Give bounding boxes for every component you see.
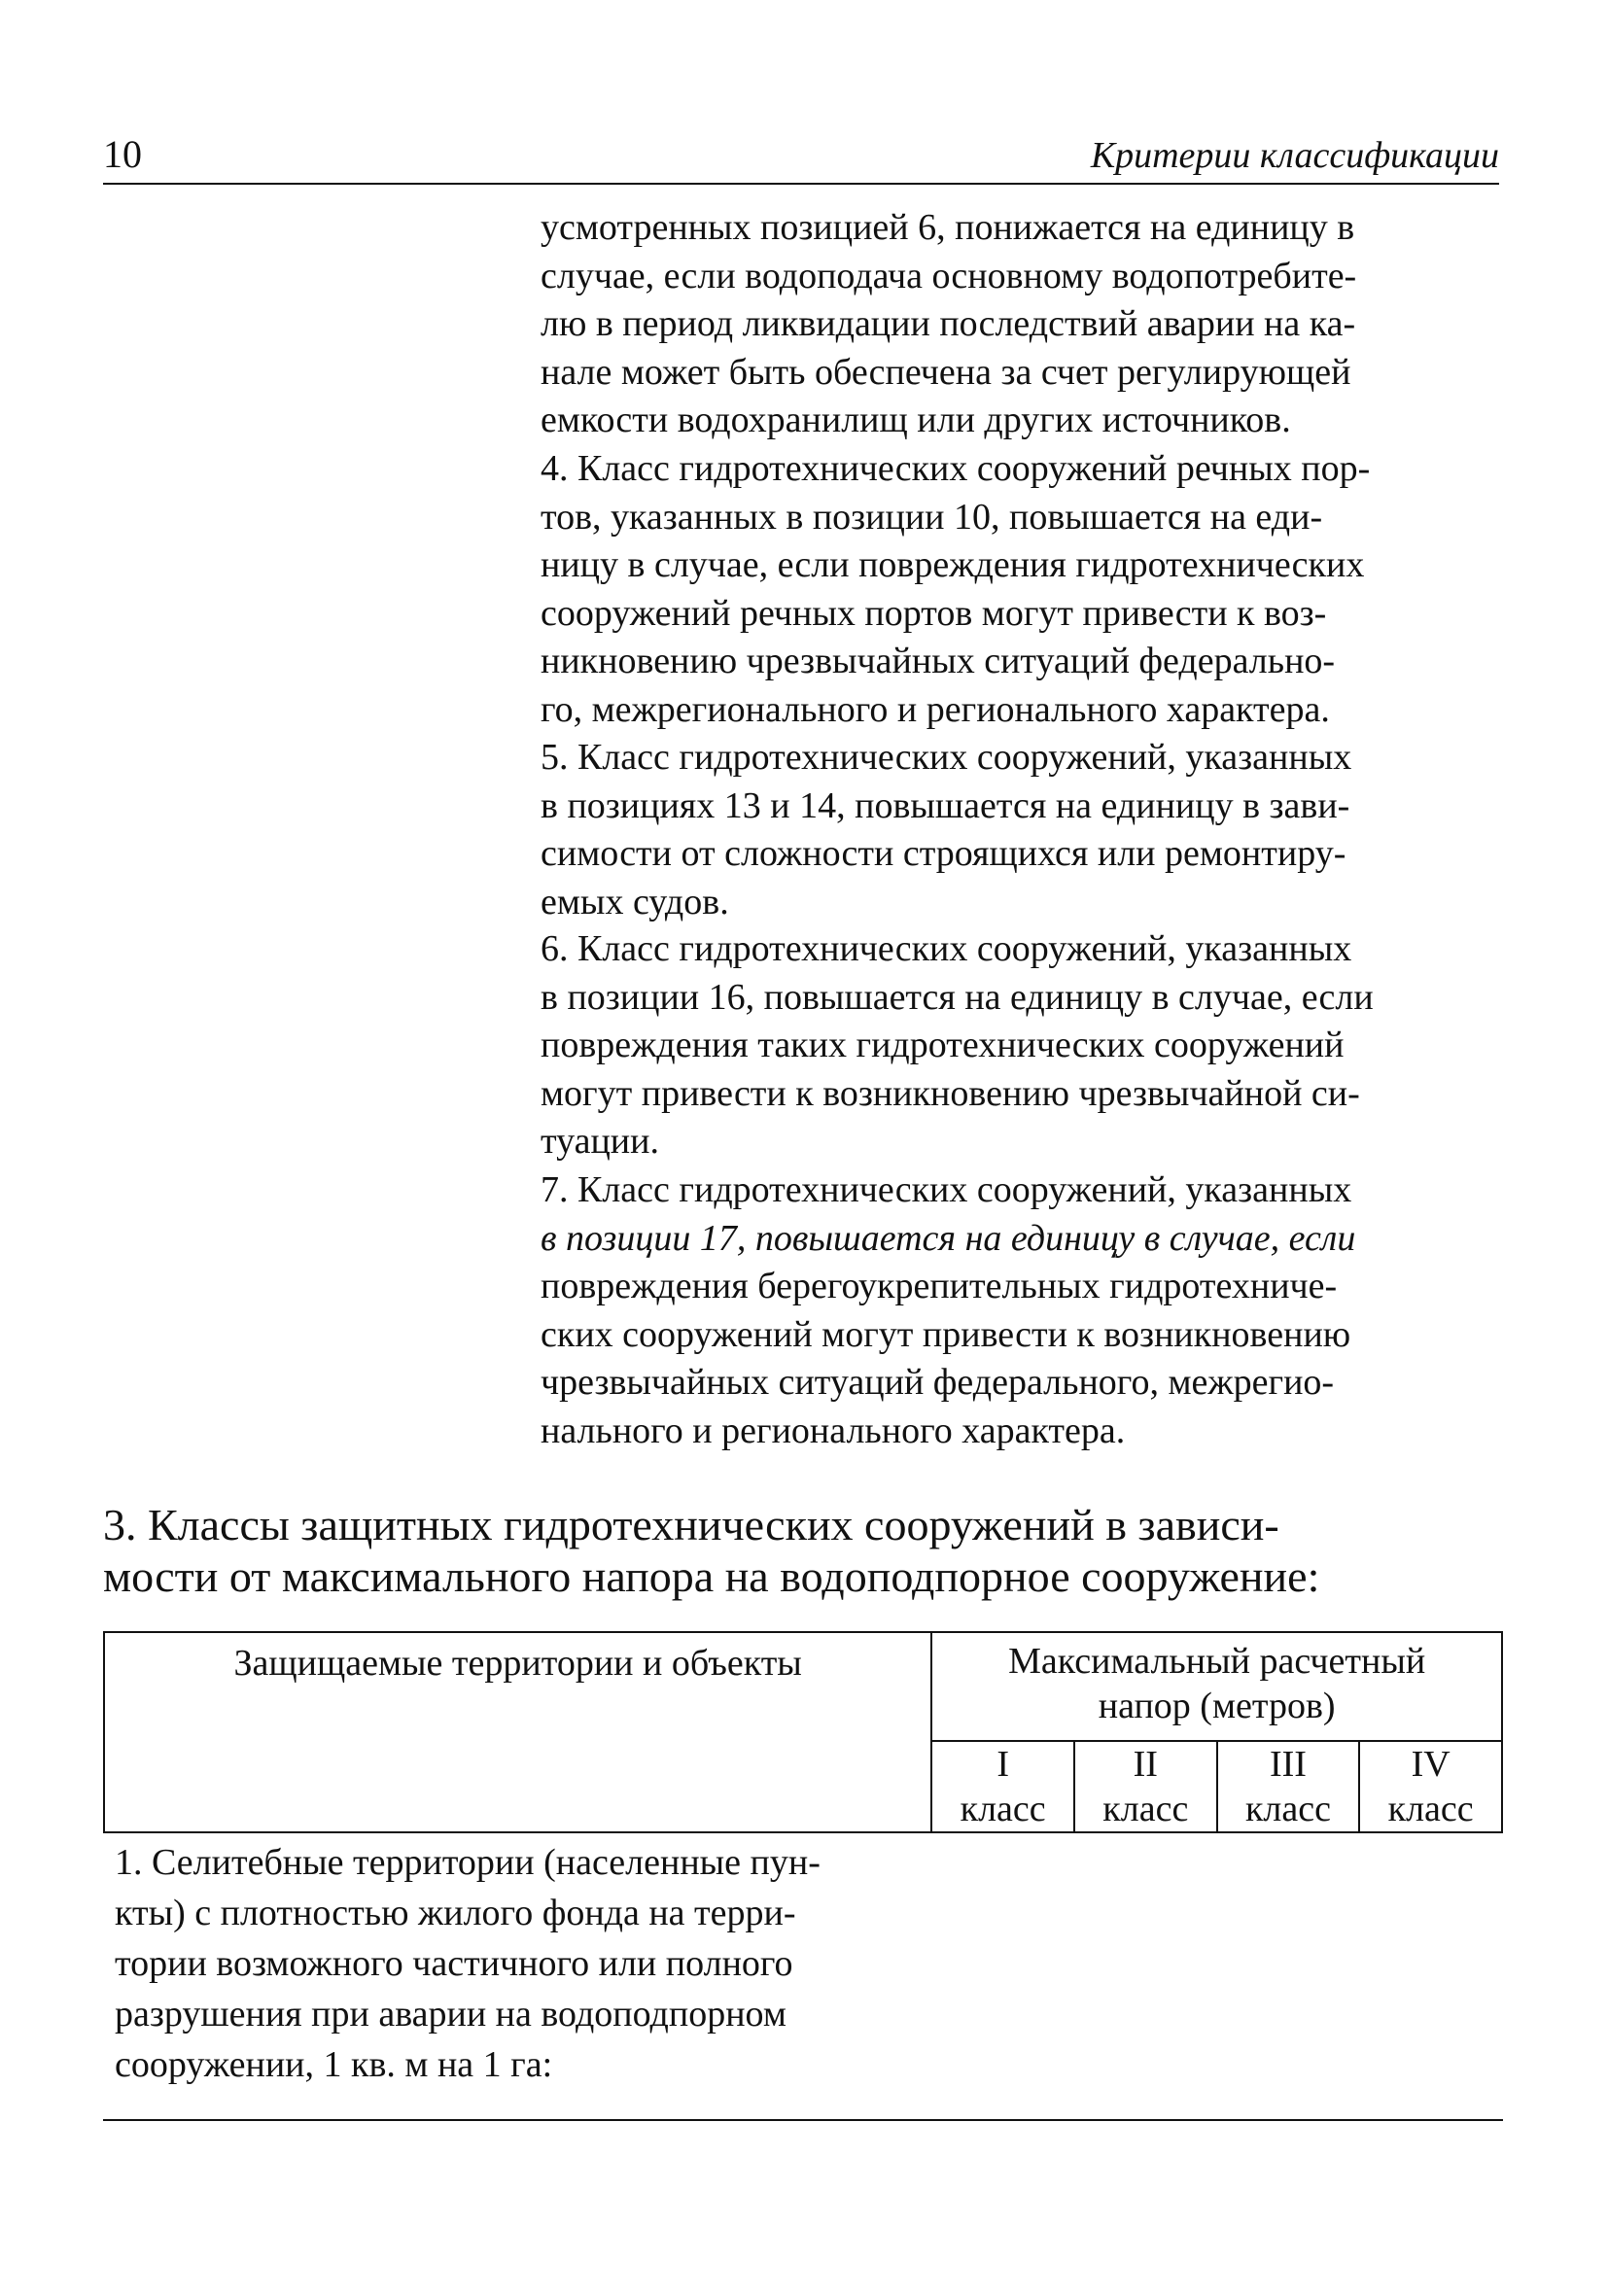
text-line: тов, указанных в позиции 10, повышается на еди-: [541, 496, 1323, 538]
text-line: в позиции 16, повышается на единицу в случае, если: [541, 976, 1374, 1018]
page-number: 10: [103, 132, 142, 176]
text-line: в позиции 17, повышается на единицу в случае, если: [541, 1217, 1356, 1259]
text-line: никновению чрезвычайных ситуаций федерально-: [541, 641, 1336, 681]
text-line: нале может быть обеспечена за счет регулирующей: [541, 351, 1351, 393]
text-line: усмотренных позицией 6, понижается на единицу в: [541, 207, 1355, 248]
text-line: тории возможного частичного или полного: [115, 1943, 793, 1984]
text-line: сооружений речных портов могут привести к воз-: [541, 592, 1327, 634]
text-line: туации.: [541, 1121, 659, 1162]
column-header-line: напор (метров): [1098, 1686, 1336, 1726]
text-line: чрезвычайных ситуаций федерального, межрегио-: [541, 1362, 1335, 1403]
text-line: го, межрегионального и регионального характера.: [541, 688, 1330, 730]
class-numeral: II: [1133, 1744, 1158, 1785]
text-line: емкости водохранилищ или других источников.: [541, 400, 1291, 440]
text-line: ских сооружений могут привести к возникновению: [541, 1313, 1351, 1355]
class-header-1: [931, 1741, 1074, 1832]
class-numeral: III: [1269, 1744, 1307, 1785]
text-line: в позициях 13 и 14, повышается на единицу в зави-: [541, 784, 1350, 826]
class-header-4: [1359, 1741, 1502, 1832]
page-header: [103, 122, 1499, 185]
class-numeral: IV: [1411, 1744, 1451, 1785]
note-4: [541, 445, 1503, 734]
section-heading: [103, 1499, 1503, 1602]
note-3-continuation: [541, 204, 1503, 445]
text-line: емых судов.: [541, 881, 729, 922]
running-title: Критерии классификации: [1090, 135, 1499, 176]
text-line: разрушения при аварии на водоподпорном: [115, 1994, 787, 2035]
text-line: нального и регионального характера.: [541, 1409, 1126, 1451]
note-7: [541, 1166, 1503, 1455]
text-line: повреждения таких гидротехнических сооружений: [541, 1025, 1345, 1065]
text-line: 6. Класс гидротехнических сооружений, указанных: [541, 928, 1352, 969]
class-word: класс: [1244, 1789, 1331, 1829]
table-row-1-label: [115, 1837, 931, 2090]
column-header-line: Максимальный расчетный: [1008, 1641, 1426, 1682]
text-line: кты) с плотностью жилого фонда на терри-: [115, 1893, 796, 1933]
class-word: класс: [1387, 1789, 1474, 1829]
bottom-rule: [103, 2119, 1503, 2121]
text-line: повреждения берегоукрепительных гидротехниче-: [541, 1266, 1338, 1306]
note-5: [541, 734, 1503, 926]
class-word: класс: [1102, 1789, 1189, 1829]
text-line: могут привести к возникновению чрезвычайной си-: [541, 1072, 1360, 1114]
class-numeral: I: [996, 1744, 1009, 1785]
text-line: 1. Селитебные территории (населенные пун-: [115, 1842, 821, 1883]
text-line: 5. Класс гидротехнических сооружений, указанных: [541, 737, 1352, 778]
text-line: случае, если водоподача основному водопотребите-: [541, 255, 1357, 296]
text-line: сооружении, 1 кв. м на 1 га:: [115, 2044, 553, 2085]
text-line: 7. Класс гидротехнических сооружений, указанных: [541, 1169, 1352, 1210]
class-word: класс: [960, 1789, 1046, 1829]
note-6: [541, 925, 1503, 1166]
column-header-max-head: [931, 1632, 1502, 1741]
class-header-2: [1074, 1741, 1217, 1832]
classes-table: [103, 1631, 1503, 1833]
text-line: 4. Класс гидротехнических сооружений речных пор-: [541, 448, 1371, 489]
class-header-3: [1217, 1741, 1360, 1832]
text-line: ницу в случае, если повреждения гидротехнических: [541, 544, 1365, 585]
text-line: лю в период ликвидации последствий аварии на ка-: [541, 303, 1356, 344]
text-line: симости от сложности строящихся или ремонтиру-: [541, 833, 1346, 874]
heading-line: 3. Классы защитных гидротехнических сооружений в зависи-: [103, 1500, 1279, 1549]
column-header-objects: Защищаемые территории и объекты: [104, 1632, 931, 1832]
heading-line: мости от максимального напора на водоподпорное сооружение:: [103, 1551, 1320, 1601]
